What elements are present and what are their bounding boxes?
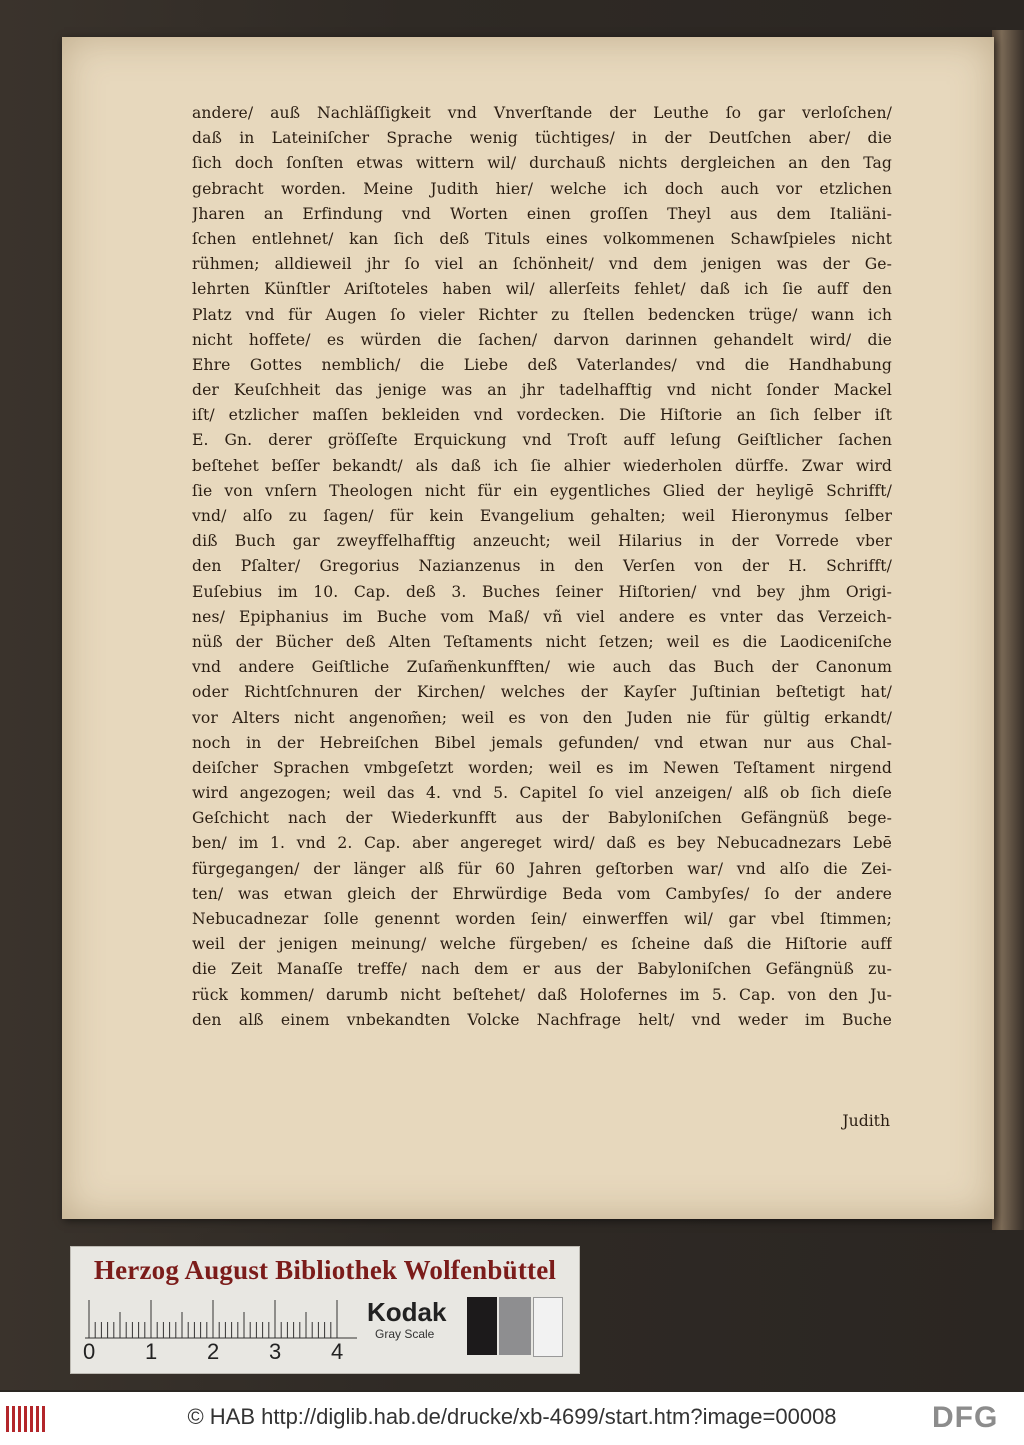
text-line: vor Alters nicht angenom̃en; weil es von den Juden nie für gültig erkandt/: [192, 708, 892, 727]
gray-patch-dark: [467, 1297, 497, 1355]
text-line: den Pſalter/ Gregorius Nazianzenus in den Verſen von der H. Schrifft/: [192, 557, 892, 576]
book-page: [62, 37, 994, 1219]
dfg-logo: DFG: [932, 1401, 999, 1434]
gray-patch-light: [533, 1297, 563, 1357]
text-line: andere/ auß Nachläſſigkeit vnd Vnverſtande der Leuthe ſo gar verloſchen/: [192, 104, 892, 122]
text-line: rühmen; alldieweil jhr ſo viel an ſchönheit/ vnd dem jenigen was der Ge-: [192, 255, 892, 274]
text-line: ben/ im 1. vnd 2. Cap. aber angereget wird/ daß es bey Nebucadnezars Lebē: [192, 834, 892, 853]
text-line: gebracht worden. Meine Judith hier/ welche ich doch auch vor etzlichen: [192, 179, 892, 198]
text-line: beſtehet beſſer bekandt/ als daß ich ſie alhier wiederholen dürffe. Zwar wird: [192, 456, 892, 475]
ruler-number: 0: [83, 1339, 96, 1364]
text-line: iſt/ etzlicher maſſen bekleiden vnd vordecken. Die Hiſtorie an ſich ſelber iſt: [192, 406, 892, 425]
text-line: ſie von vnſern Theologen nicht für ein eygentliches Glied der heyligē Schrifft/: [192, 481, 892, 500]
text-line: ſchen entlehnet/ kan ſich deß Tituls eines volkommenen Schawſpieles nicht: [192, 229, 892, 248]
text-line: oder Richtſchnuren der Kirchen/ welches der Kayſer Juſtinian beſtetigt hat/: [192, 683, 892, 702]
ruler-numbers: [75, 1339, 365, 1365]
library-name: Herzog August Bibliothek Wolfenbüttel: [93, 1255, 557, 1285]
catchword: Judith: [842, 1112, 890, 1130]
text-line: Nebucadnezar ſolle genennt worden ſein/ einwerffen wil/ gar vbel ſtimmen;: [192, 910, 892, 928]
book-binding-edge: [992, 30, 1024, 1230]
color-calibration-card: [70, 1246, 580, 1374]
text-line: diß Buch gar zweyffelhafftig anzeucht; weil Hilarius in der Vorrede vber: [192, 532, 892, 551]
text-line: ſich doch ſonſten etwas wittern wil/ durchauß nichts dergleichen an den Tag: [192, 154, 892, 173]
footer-bar: [0, 1392, 1024, 1445]
text-line: daß in Lateiniſcher Sprache wenig tüchtiges/ in der Deutſchen aber/ die: [192, 129, 892, 148]
page-text: [192, 101, 892, 1033]
kodak-brand: Kodak: [367, 1297, 447, 1327]
ruler-number: 2: [207, 1339, 220, 1364]
ruler-scale: [85, 1299, 357, 1339]
kodak-gray-scale: Gray Scale: [375, 1327, 435, 1341]
text-line: nes/ Epiphanius im Buche vom Maß/ vñ viel andere es vnter das Verzeich-: [192, 607, 892, 626]
text-line: deiſcher Sprachen vmbgeſetzt worden; weil es im Newen Teſtament nirgend: [192, 758, 892, 777]
text-line: noch in der Hebreiſchen Bibel jemals gefunden/ vnd etwan nur aus Chal-: [192, 733, 892, 752]
text-line: Ehre Gottes nemblich/ die Liebe deß Vaterlandes/ vnd die Handhabung: [192, 355, 892, 374]
text-line: nicht hoffete/ es würden die ſachen/ darvon darinnen gehandelt wird/ die: [192, 330, 892, 349]
ruler-number: 1: [145, 1339, 158, 1364]
ruler-number: 4: [331, 1339, 344, 1364]
text-line: Platz vnd für Augen ſo vieler Richter zu ſtellen bedencken trüge/ wann ich: [192, 305, 892, 324]
text-line: der Keuſchheit das jenige was an jhr tadelhafftig vnd nicht ſonder Mackel: [192, 381, 892, 400]
gray-patch-mid: [499, 1297, 531, 1355]
text-line: lehrten Künſtler Ariſtoteles haben wil/ allerſeits fehlet/ daß ich ſie auff den: [192, 280, 892, 299]
text-line: den alß einem vnbekandten Volcke Nachfrage helt/ vnd weder im Buche: [192, 1010, 892, 1029]
text-line: wird angezogen; weil das 4. vnd 5. Capitel ſo viel anzeigen/ alß ob ſich dieſe: [192, 784, 892, 803]
text-line: vnd/ alſo zu ſagen/ für kein Evangelium gehalten; weil Hieronymus ſelber: [192, 507, 892, 525]
text-line: Jharen an Erfindung vnd Worten einen groſſen Theyl aus dem Italiäni-: [192, 204, 892, 223]
text-line: vnd andere Geiſtliche Zuſam̃enkunfften/ wie auch das Buch der Canonum: [192, 658, 892, 677]
text-line: rück kommen/ darumb nicht beſtehet/ daß Holofernes im 5. Cap. von den Ju-: [192, 985, 892, 1004]
text-line: nüß der Bücher deß Alten Teſtaments nicht ſetzen; weil es die Laodiceniſche: [192, 632, 892, 651]
text-line: Geſchicht nach der Wiederkunfft aus der Babyloniſchen Gefängnüß bege-: [192, 809, 892, 828]
text-line: die Zeit Manaſſe treffe/ nach dem er aus der Babyloniſchen Gefängnüß zu-: [192, 960, 892, 979]
text-line: E. Gn. derer gröſſeſte Erquickung vnd Troſt auff leſung Geiſtlicher ſachen: [192, 431, 892, 450]
text-line: weil der jenigen meinung/ welche fürgeben/ es ſcheine daß die Hiſtorie auff: [192, 935, 892, 954]
kodak-label: [365, 1297, 455, 1347]
text-line: ten/ was etwan gleich der Ehrwürdige Beda vom Cambyſes/ ſo der andere: [192, 884, 892, 903]
text-line: fürgegangen/ der länger alß für 60 Jahren geſtorben war/ vnd alſo die Zei-: [192, 859, 892, 878]
ruler-number: 3: [269, 1339, 282, 1364]
copyright-url: © HAB http://diglib.hab.de/drucke/xb-4699/start.htm?image=00008: [187, 1404, 837, 1429]
text-line: Euſebius im 10. Cap. deß 3. Buches ſeiner Hiſtorien/ vnd bey jhm Origi-: [192, 582, 892, 601]
